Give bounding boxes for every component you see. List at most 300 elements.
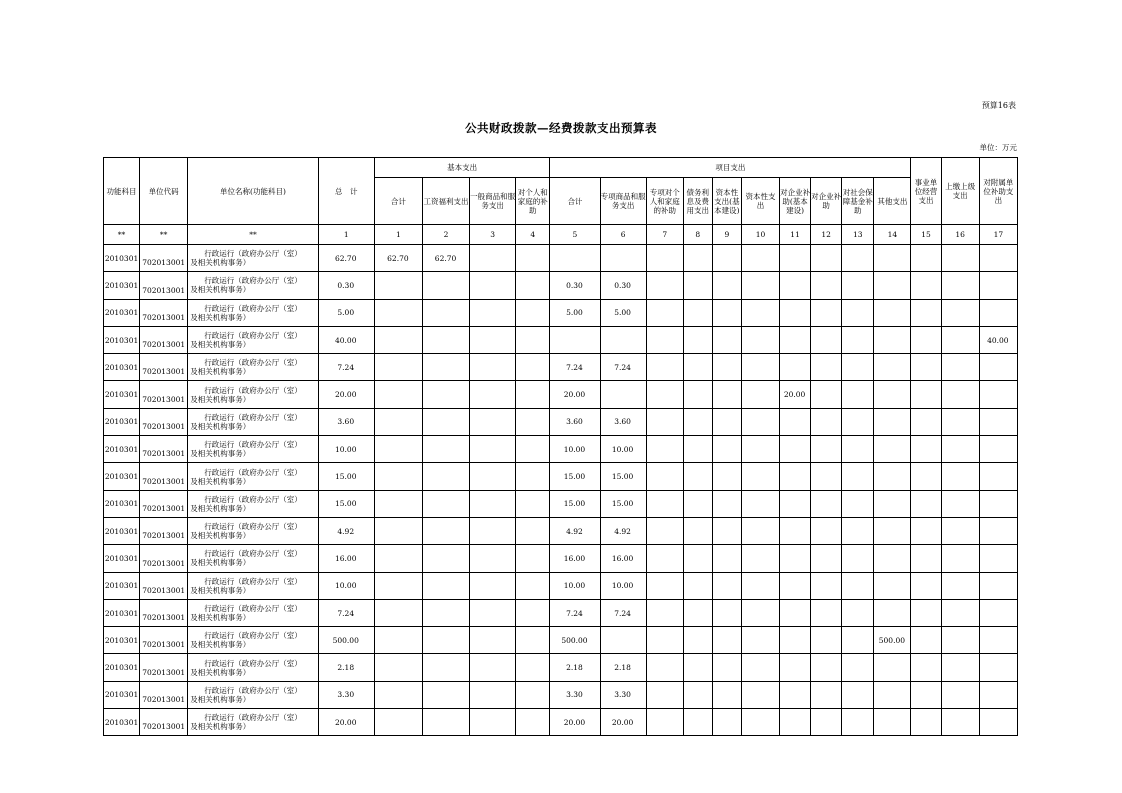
subject-cell: 2010301 <box>104 517 140 544</box>
basic-goods-cell <box>470 245 516 272</box>
proj-enterprise-cell <box>811 299 842 326</box>
table-row <box>104 709 1018 736</box>
subject-cell: 2010301 <box>104 463 140 490</box>
unit-name-line2: 及相关机构事务） <box>190 503 251 513</box>
proj-personal-cell <box>646 299 683 326</box>
proj-total-cell: 7.24 <box>550 354 600 381</box>
proj-enterprise-basic-cell <box>780 599 811 626</box>
subject-cell: 2010301 <box>104 408 140 435</box>
col-upper-cell <box>941 245 979 272</box>
code-cell: 702013001 <box>140 381 188 408</box>
index-cell: 13 <box>842 225 874 245</box>
code-cell: 702013001 <box>140 681 188 708</box>
proj-social-cell <box>842 681 874 708</box>
col-operating-cell <box>911 572 941 599</box>
proj-enterprise-basic-cell <box>780 272 811 299</box>
col-operating-cell <box>911 627 941 654</box>
index-cell: 11 <box>780 225 811 245</box>
table-row <box>104 599 1018 626</box>
basic-goods-cell <box>470 517 516 544</box>
table-row <box>104 654 1018 681</box>
proj-personal-cell <box>646 354 683 381</box>
proj-total-cell: 16.00 <box>550 545 600 572</box>
header-proj-debt: 债务利息及费用支出 <box>683 178 712 225</box>
proj-total-cell: 15.00 <box>550 463 600 490</box>
proj-capital-basic-cell <box>712 490 741 517</box>
proj-enterprise-cell <box>811 463 842 490</box>
index-cell: 12 <box>811 225 842 245</box>
col-upper-cell <box>941 627 979 654</box>
basic-welfare-cell: 62.70 <box>422 245 469 272</box>
proj-social-cell <box>842 272 874 299</box>
proj-social-cell <box>842 517 874 544</box>
subject-cell: 2010301 <box>104 572 140 599</box>
col-upper-cell <box>941 408 979 435</box>
col-upper-cell <box>941 272 979 299</box>
proj-enterprise-basic-cell <box>780 354 811 381</box>
proj-total-cell <box>550 245 600 272</box>
page-title: 公共财政拨款—经费拨款支出预算表 <box>465 121 657 135</box>
header-code: 单位代码 <box>140 158 188 225</box>
proj-capital-cell <box>741 490 779 517</box>
code-cell: 702013001 <box>140 463 188 490</box>
basic-goods-cell <box>470 599 516 626</box>
basic-total-cell <box>374 681 422 708</box>
proj-goods-cell: 5.00 <box>600 299 646 326</box>
col-subsidiary-cell <box>979 545 1017 572</box>
index-cell: 10 <box>741 225 779 245</box>
proj-capital-basic-cell <box>712 326 741 353</box>
subject-cell: 2010301 <box>104 654 140 681</box>
header-basic-goods: 一般商品和服务支出 <box>470 178 516 225</box>
unit-name-line2: 及相关机构事务） <box>190 585 251 595</box>
proj-total-cell: 3.30 <box>550 681 600 708</box>
table-row <box>104 381 1018 408</box>
table-row <box>104 627 1018 654</box>
proj-debt-cell <box>683 627 712 654</box>
unit-name-line2: 及相关机构事务） <box>190 558 251 568</box>
proj-capital-cell <box>741 545 779 572</box>
proj-enterprise-basic-cell <box>780 681 811 708</box>
col-subsidiary-cell <box>979 654 1017 681</box>
index-cell: 2 <box>422 225 469 245</box>
basic-personal-cell <box>516 681 550 708</box>
proj-personal-cell <box>646 681 683 708</box>
proj-other-cell <box>874 408 911 435</box>
proj-social-cell <box>842 381 874 408</box>
proj-capital-basic-cell <box>712 627 741 654</box>
col-upper-cell <box>941 463 979 490</box>
total-cell: 62.70 <box>318 245 374 272</box>
basic-personal-cell <box>516 245 550 272</box>
header-name: 单位名称(功能科目) <box>188 158 318 225</box>
proj-personal-cell <box>646 436 683 463</box>
proj-other-cell <box>874 709 911 736</box>
proj-other-cell <box>874 681 911 708</box>
unit-name-cell <box>188 572 318 599</box>
unit-name-cell <box>188 436 318 463</box>
index-cell: 4 <box>516 225 550 245</box>
table-row <box>104 299 1018 326</box>
col-upper-cell <box>941 572 979 599</box>
col-operating-cell <box>911 354 941 381</box>
col-operating-cell <box>911 654 941 681</box>
budget-table <box>103 157 1018 736</box>
unit-name-cell <box>188 599 318 626</box>
basic-welfare-cell <box>422 681 469 708</box>
form-number: 预算16表 <box>981 101 1016 110</box>
unit-name-line1: 行政运行（政府办公厅（室） <box>204 522 302 532</box>
total-cell: 3.30 <box>318 681 374 708</box>
col-upper-cell <box>941 545 979 572</box>
index-cell: 8 <box>683 225 712 245</box>
proj-debt-cell <box>683 654 712 681</box>
proj-social-cell <box>842 709 874 736</box>
table-row <box>104 517 1018 544</box>
col-operating-cell <box>911 599 941 626</box>
col-operating-cell <box>911 681 941 708</box>
unit-name-line1: 行政运行（政府办公厅（室） <box>204 631 302 641</box>
subject-cell: 2010301 <box>104 381 140 408</box>
proj-other-cell <box>874 381 911 408</box>
proj-social-cell <box>842 627 874 654</box>
proj-enterprise-cell <box>811 490 842 517</box>
basic-total-cell <box>374 408 422 435</box>
proj-other-cell <box>874 654 911 681</box>
basic-welfare-cell <box>422 627 469 654</box>
total-cell: 16.00 <box>318 545 374 572</box>
subject-cell: 2010301 <box>104 326 140 353</box>
unit-name-line1: 行政运行（政府办公厅（室） <box>204 276 302 286</box>
table-row <box>104 545 1018 572</box>
col-subsidiary-cell <box>979 709 1017 736</box>
proj-enterprise-cell <box>811 709 842 736</box>
proj-social-cell <box>842 545 874 572</box>
proj-total-cell: 3.60 <box>550 408 600 435</box>
table-row <box>104 490 1018 517</box>
proj-enterprise-basic-cell <box>780 709 811 736</box>
proj-goods-cell: 2.18 <box>600 654 646 681</box>
col-upper-cell <box>941 517 979 544</box>
unit-name-cell <box>188 245 318 272</box>
col-subsidiary-cell <box>979 381 1017 408</box>
index-cell: 14 <box>874 225 911 245</box>
basic-goods-cell <box>470 627 516 654</box>
col-operating-cell <box>911 272 941 299</box>
header-proj-total: 合计 <box>550 178 600 225</box>
proj-debt-cell <box>683 354 712 381</box>
unit-name-line2: 及相关机构事务） <box>190 312 251 322</box>
unit-name-cell <box>188 681 318 708</box>
proj-capital-basic-cell <box>712 381 741 408</box>
proj-goods-cell: 16.00 <box>600 545 646 572</box>
proj-goods-cell: 7.24 <box>600 599 646 626</box>
proj-enterprise-basic-cell <box>780 490 811 517</box>
proj-capital-cell <box>741 599 779 626</box>
proj-goods-cell <box>600 627 646 654</box>
basic-personal-cell <box>516 381 550 408</box>
col-upper-cell <box>941 599 979 626</box>
col-operating-cell <box>911 408 941 435</box>
index-cell: 15 <box>911 225 941 245</box>
proj-social-cell <box>842 654 874 681</box>
proj-personal-cell <box>646 408 683 435</box>
code-cell: 702013001 <box>140 572 188 599</box>
proj-capital-basic-cell <box>712 299 741 326</box>
proj-total-cell: 4.92 <box>550 517 600 544</box>
unit-name-line1: 行政运行（政府办公厅（室） <box>204 331 302 341</box>
proj-enterprise-basic-cell <box>780 326 811 353</box>
header-proj-social: 对社会保障基金补助 <box>842 178 874 225</box>
proj-capital-basic-cell <box>712 599 741 626</box>
proj-capital-cell <box>741 681 779 708</box>
total-cell: 10.00 <box>318 572 374 599</box>
total-cell: 500.00 <box>318 627 374 654</box>
header-proj-enterprise: 对企业补助 <box>811 178 842 225</box>
table-row <box>104 272 1018 299</box>
col-upper-cell <box>941 709 979 736</box>
basic-personal-cell <box>516 627 550 654</box>
basic-personal-cell <box>516 517 550 544</box>
proj-enterprise-basic-cell <box>780 245 811 272</box>
proj-capital-basic-cell <box>712 517 741 544</box>
proj-enterprise-cell <box>811 354 842 381</box>
header-operating: 事业单位经营支出 <box>911 158 941 225</box>
proj-goods-cell: 10.00 <box>600 572 646 599</box>
unit-name-line1: 行政运行（政府办公厅（室） <box>204 385 302 395</box>
basic-total-cell <box>374 517 422 544</box>
unit-name-cell <box>188 545 318 572</box>
proj-debt-cell <box>683 681 712 708</box>
proj-capital-cell <box>741 245 779 272</box>
total-cell: 20.00 <box>318 709 374 736</box>
proj-capital-cell <box>741 709 779 736</box>
basic-personal-cell <box>516 599 550 626</box>
proj-capital-basic-cell <box>712 709 741 736</box>
proj-total-cell: 7.24 <box>550 599 600 626</box>
proj-total-cell: 5.00 <box>550 299 600 326</box>
basic-total-cell <box>374 326 422 353</box>
table-row <box>104 326 1018 353</box>
proj-enterprise-cell <box>811 408 842 435</box>
proj-personal-cell <box>646 654 683 681</box>
unit-name-line1: 行政运行（政府办公厅（室） <box>204 604 302 613</box>
unit-name-cell <box>188 463 318 490</box>
unit-name-cell <box>188 408 318 435</box>
header-basic-total: 合计 <box>374 178 422 225</box>
proj-debt-cell <box>683 599 712 626</box>
proj-goods-cell: 4.92 <box>600 517 646 544</box>
proj-personal-cell <box>646 572 683 599</box>
basic-goods-cell <box>470 299 516 326</box>
header-proj-enterprise-basic: 对企业补助(基本建设) <box>780 178 811 225</box>
proj-enterprise-basic-cell <box>780 463 811 490</box>
basic-welfare-cell <box>422 490 469 517</box>
proj-enterprise-basic-cell <box>780 408 811 435</box>
proj-other-cell <box>874 517 911 544</box>
total-cell: 3.60 <box>318 408 374 435</box>
proj-social-cell <box>842 299 874 326</box>
header-proj-other: 其他支出 <box>874 178 911 225</box>
col-upper-cell <box>941 381 979 408</box>
proj-enterprise-basic-cell <box>780 517 811 544</box>
basic-welfare-cell <box>422 572 469 599</box>
proj-debt-cell <box>683 408 712 435</box>
basic-total-cell <box>374 490 422 517</box>
header-proj-capital: 资本性支出 <box>741 178 779 225</box>
proj-enterprise-cell <box>811 381 842 408</box>
code-cell: 702013001 <box>140 354 188 381</box>
proj-debt-cell <box>683 299 712 326</box>
proj-personal-cell <box>646 381 683 408</box>
code-cell: 702013001 <box>140 245 188 272</box>
subject-cell: 2010301 <box>104 245 140 272</box>
basic-personal-cell <box>516 408 550 435</box>
col-operating-cell <box>911 326 941 353</box>
basic-total-cell <box>374 572 422 599</box>
basic-total-cell <box>374 709 422 736</box>
unit-name-line2: 及相关机构事务） <box>190 421 251 431</box>
unit-name-line2: 及相关机构事务） <box>190 667 251 677</box>
basic-welfare-cell <box>422 408 469 435</box>
code-cell: 702013001 <box>140 709 188 736</box>
col-operating-cell <box>911 490 941 517</box>
subject-cell: 2010301 <box>104 299 140 326</box>
proj-debt-cell <box>683 545 712 572</box>
total-cell: 15.00 <box>318 463 374 490</box>
proj-other-cell <box>874 490 911 517</box>
index-cell: 3 <box>470 225 516 245</box>
basic-welfare-cell <box>422 272 469 299</box>
proj-enterprise-cell <box>811 599 842 626</box>
header-basic-personal: 对个人和家庭的补助 <box>516 178 550 225</box>
proj-enterprise-cell <box>811 654 842 681</box>
subject-cell: 2010301 <box>104 490 140 517</box>
total-cell: 7.24 <box>318 354 374 381</box>
proj-total-cell: 10.00 <box>550 572 600 599</box>
basic-goods-cell <box>470 681 516 708</box>
proj-goods-cell: 3.60 <box>600 408 646 435</box>
proj-personal-cell <box>646 326 683 353</box>
basic-total-cell <box>374 654 422 681</box>
header-total: 总 计 <box>318 158 374 225</box>
header-group-basic: 基本支出 <box>374 158 550 178</box>
proj-personal-cell <box>646 599 683 626</box>
unit-name-line2: 及相关机构事务） <box>190 367 251 377</box>
subject-cell: 2010301 <box>104 681 140 708</box>
proj-enterprise-basic-cell <box>780 436 811 463</box>
proj-enterprise-cell <box>811 572 842 599</box>
proj-other-cell <box>874 354 911 381</box>
basic-personal-cell <box>516 654 550 681</box>
col-upper-cell <box>941 299 979 326</box>
proj-goods-cell: 3.30 <box>600 681 646 708</box>
code-cell: 702013001 <box>140 517 188 544</box>
unit-name-line1: 行政运行（政府办公厅（室） <box>204 549 302 559</box>
table-row <box>104 408 1018 435</box>
unit-name-line2: 及相关机构事务） <box>190 694 251 704</box>
table-row <box>104 436 1018 463</box>
basic-goods-cell <box>470 490 516 517</box>
unit-name-line2: 及相关机构事务） <box>190 449 251 459</box>
proj-enterprise-basic-cell <box>780 299 811 326</box>
index-cell: 9 <box>712 225 741 245</box>
basic-goods-cell <box>470 654 516 681</box>
proj-debt-cell <box>683 272 712 299</box>
proj-capital-cell <box>741 627 779 654</box>
unit-name-cell <box>188 381 318 408</box>
proj-capital-basic-cell <box>712 436 741 463</box>
unit-name-line1: 行政运行（政府办公厅（室） <box>204 576 302 586</box>
subject-cell: 2010301 <box>104 436 140 463</box>
basic-welfare-cell <box>422 463 469 490</box>
basic-goods-cell <box>470 354 516 381</box>
basic-total-cell <box>374 272 422 299</box>
code-cell: 702013001 <box>140 299 188 326</box>
col-upper-cell <box>941 654 979 681</box>
subject-cell: 2010301 <box>104 545 140 572</box>
basic-goods-cell <box>470 463 516 490</box>
proj-enterprise-basic-cell <box>780 572 811 599</box>
unit-name-cell <box>188 490 318 517</box>
col-upper-cell <box>941 354 979 381</box>
unit-name-cell <box>188 272 318 299</box>
col-upper-cell <box>941 326 979 353</box>
header-proj-capital-basic: 资本性支出(基本建设) <box>712 178 741 225</box>
unit-name-line1: 行政运行（政府办公厅（室） <box>204 412 302 422</box>
proj-personal-cell <box>646 245 683 272</box>
proj-debt-cell <box>683 572 712 599</box>
proj-debt-cell <box>683 381 712 408</box>
index-cell: ** <box>188 225 318 245</box>
unit-name-line1: 行政运行（政府办公厅（室） <box>204 658 302 668</box>
basic-welfare-cell <box>422 436 469 463</box>
unit-name-cell <box>188 517 318 544</box>
total-cell: 15.00 <box>318 490 374 517</box>
unit-name-line1: 行政运行（政府办公厅（室） <box>204 494 302 504</box>
proj-goods-cell: 0.30 <box>600 272 646 299</box>
unit-name-cell <box>188 326 318 353</box>
unit-name-line1: 行政运行（政府办公厅（室） <box>204 467 302 477</box>
col-subsidiary-cell <box>979 627 1017 654</box>
proj-other-cell <box>874 572 911 599</box>
proj-enterprise-basic-cell <box>780 654 811 681</box>
proj-personal-cell <box>646 627 683 654</box>
proj-enterprise-basic-cell: 20.00 <box>780 381 811 408</box>
header-subject: 功能科目 <box>104 158 140 225</box>
proj-enterprise-cell <box>811 627 842 654</box>
proj-capital-cell <box>741 436 779 463</box>
proj-other-cell <box>874 299 911 326</box>
code-cell: 702013001 <box>140 490 188 517</box>
basic-goods-cell <box>470 709 516 736</box>
index-cell: 1 <box>374 225 422 245</box>
index-cell: 1 <box>318 225 374 245</box>
col-operating-cell <box>911 245 941 272</box>
basic-total-cell <box>374 381 422 408</box>
table-row <box>104 572 1018 599</box>
total-cell: 5.00 <box>318 299 374 326</box>
col-subsidiary-cell <box>979 490 1017 517</box>
proj-enterprise-basic-cell <box>780 627 811 654</box>
basic-total-cell <box>374 354 422 381</box>
proj-enterprise-cell <box>811 436 842 463</box>
basic-total-cell: 62.70 <box>374 245 422 272</box>
proj-social-cell <box>842 245 874 272</box>
unit-name-line2: 及相关机构事务） <box>190 531 251 541</box>
col-subsidiary-cell <box>979 572 1017 599</box>
proj-capital-basic-cell <box>712 463 741 490</box>
